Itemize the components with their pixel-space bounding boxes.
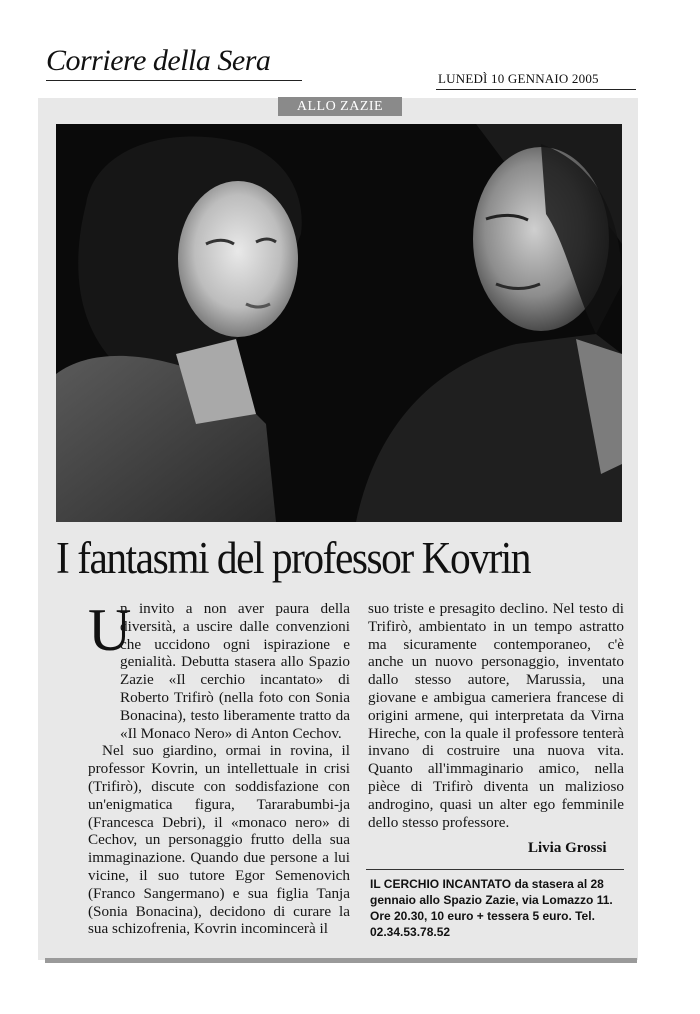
byline: Livia Grossi <box>528 840 607 856</box>
clipping-bottom-rule <box>45 958 637 963</box>
body-column-left <box>88 597 350 938</box>
masthead-title: Corriere della Sera <box>46 44 271 77</box>
section-kicker: ALLO ZAZIE <box>278 97 402 116</box>
headline: I fantasmi del professor Kovrin <box>56 533 531 583</box>
date-rule <box>436 89 636 90</box>
woman-face <box>178 181 298 337</box>
body-paragraph-cont: Nel suo giardino, ormai in rovina, il professor Kovrin, un intellettuale in crisi (Trifirò), discute con soddisfazione con un'enigmatica figura, Tararabumbi-ja (Francesca Debri), il «monaco nero» di Cechov, un personaggio frutto della sua immaginazione. Quando due persone a lui vicine, il suo tutore Egor Semenovich (Franco Sangermano) e sua figlia Tanja (Sonia Bonacina), decidono di curare la sua schizofrenia, Kovrin incomincerà il <box>88 742 350 938</box>
lead-paragraph: n invito a non aver paura della diversità, a uscire dalle convenzioni che uccidono ogni ispirazione e genialità. Debutta stasera allo Spazio Zazie «Il cerchio incantato» di Roberto Trifirò (nella foto con Sonia Bonacina), testo liberamente tratto da «Il Monaco Nero» di Anton Cechov. <box>120 600 350 742</box>
event-info: IL CERCHIO INCANTATO da stasera al 28 gennaio allo Spazio Zazie, via Lomazzo 11. Ore 20.30, 10 euro + tessera 5 euro. Tel. 02.34.53.78.52 <box>370 877 613 939</box>
body-paragraph: suo triste e presagito declino. Nel testo di Trifirò, ambientato in un tempo astratto ma sicuramente contemporaneo, c'è anche un nuovo personaggio, inventato dallo stesso autore, Marussia, una giovane e ambigua cameriera francese di origini armene, qui interpretata da Virna Hireche, con la quale il professore tenterà invano di costruire una nuova vita. Quanto all'immaginario amico, nella pièce di Trifirò diventa un malizioso androgino, quasi un alter ego femminile dello stesso professore. <box>368 600 624 831</box>
issue-date: LUNEDÌ 10 GENNAIO 2005 <box>438 71 599 86</box>
drop-cap: U <box>88 597 132 663</box>
masthead-rule <box>46 80 302 81</box>
info-rule <box>366 869 624 870</box>
article-photo <box>56 124 622 522</box>
body-column-right <box>368 600 624 831</box>
